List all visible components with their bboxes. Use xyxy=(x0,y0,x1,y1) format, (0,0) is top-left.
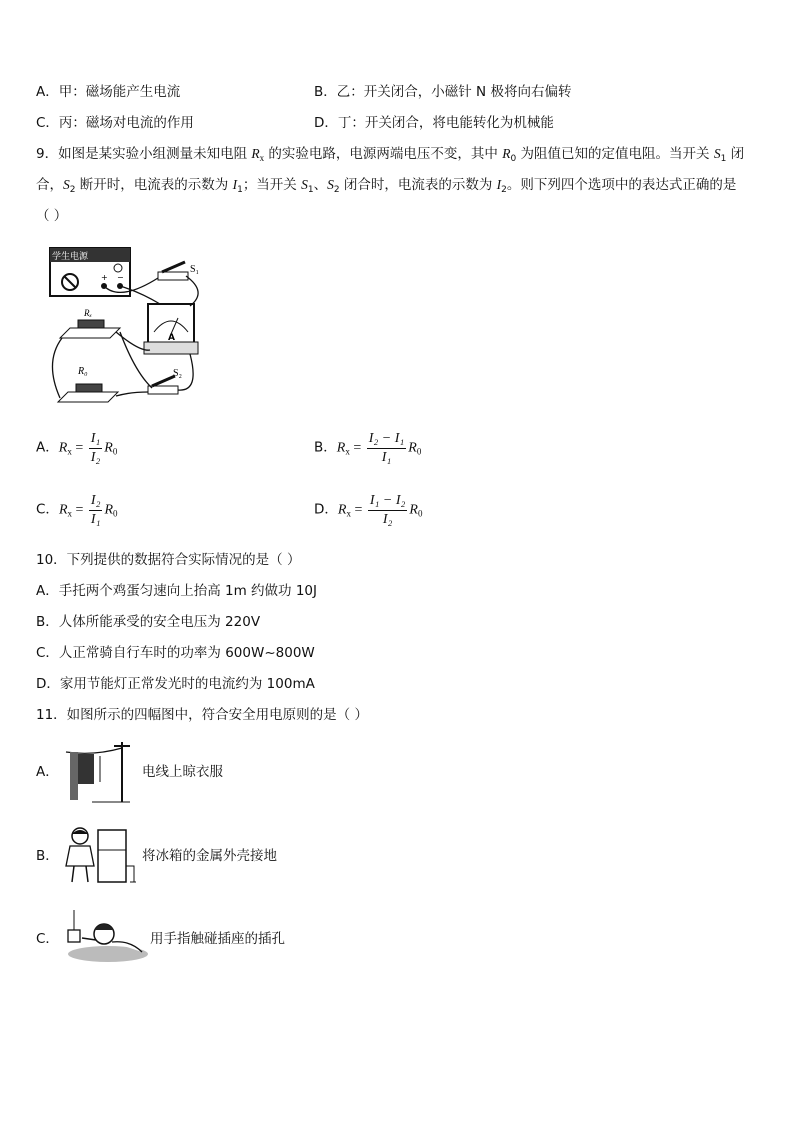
switch-s1-icon xyxy=(158,262,188,280)
ammeter-icon xyxy=(144,304,198,354)
q11-option-b-label: B． xyxy=(36,848,59,864)
q11-option-a-text: 电线上晾衣服 xyxy=(142,764,223,780)
q11-option-b-text: 将冰箱的金属外壳接地 xyxy=(142,848,277,864)
q10-option-a: A．手托两个鸡蛋匀速向上抬高 1m 约做功 10J xyxy=(36,583,318,599)
q8-option-a: A．甲：磁场能产生电流 xyxy=(36,84,181,100)
q11-stem: 11．如图所示的四幅图中，符合安全用电原则的是（ ） xyxy=(36,707,368,723)
ammeter-label: A xyxy=(168,333,175,343)
q9-stem-line3: （ ） xyxy=(36,208,68,224)
q8-option-d: D．丁：开关闭合，将电能转化为机械能 xyxy=(314,115,554,131)
fridge-grounded-icon xyxy=(64,826,136,888)
finger-in-socket-icon xyxy=(64,908,150,964)
q11-option-c-text: 用手指触碰插座的插孔 xyxy=(150,931,285,947)
q9-stem-line2: 合，$S_2$ 断开时，电流表的示数为 $I_1$；当开关 $S_1$、$S_2$ 闭合时，电流表的示数为 $I_2$。则下列四个选项中的表达式正确的是 xyxy=(36,177,737,195)
q9-stem-line1: 9．如图是某实验小组测量未知电阻 $R_x$ 的实验电路，电源两端电压不变，其中 $R_0$ 为阻值已知的定值电阻。当开关 $S_1$ 闭 xyxy=(36,146,745,164)
q11-option-a-label: A． xyxy=(36,764,59,780)
q8-option-b: B．乙：开关闭合，小磁针 N 极将向右偏转 xyxy=(314,84,572,100)
q8-option-c: C．丙：磁场对电流的作用 xyxy=(36,115,194,131)
q10-option-c: C．人正常骑自行车时的功率为 600W~800W xyxy=(36,645,315,661)
q9-option-c: C．$R_x$ = $\frac{\text{I₂}}{\text{I₁}}$ $R_0$ xyxy=(36,493,118,527)
q9-option-d: D．$R_x$ = $\frac{\text{I₁ − I₂}}{\text{I₂}}$ $R_0$ xyxy=(314,493,423,527)
q10-stem: 10．下列提供的数据符合实际情况的是（ ） xyxy=(36,552,301,568)
q10-option-b: B．人体所能承受的安全电压为 220V xyxy=(36,614,261,630)
r0-label: R₀ xyxy=(78,366,88,377)
q9-circuit-figure xyxy=(40,242,210,410)
plus-label: + xyxy=(101,273,108,282)
minus-label: − xyxy=(117,273,124,282)
resistor-rx-icon xyxy=(60,320,120,338)
q11-option-c-label: C． xyxy=(36,931,59,947)
q9-option-b: B．$R_x$ = $\frac{\text{I₂ − I₁}}{\text{I₁}}$ $R_0$ xyxy=(314,431,422,465)
q9-option-a: A．$R_x$ = $\frac{\text{I₁}}{\text{I₂}}$ $R_0$ xyxy=(36,431,118,465)
s2-label: S₂ xyxy=(173,368,183,379)
power-supply-label: 学生电源 xyxy=(52,252,89,262)
resistor-r0-icon xyxy=(58,384,118,402)
s1-label: S₁ xyxy=(190,264,200,275)
clothes-on-wire-icon xyxy=(64,738,134,804)
q10-option-d: D．家用节能灯正常发光时的电流约为 100mA xyxy=(36,676,315,692)
rx-label: Rₓ xyxy=(84,308,93,318)
